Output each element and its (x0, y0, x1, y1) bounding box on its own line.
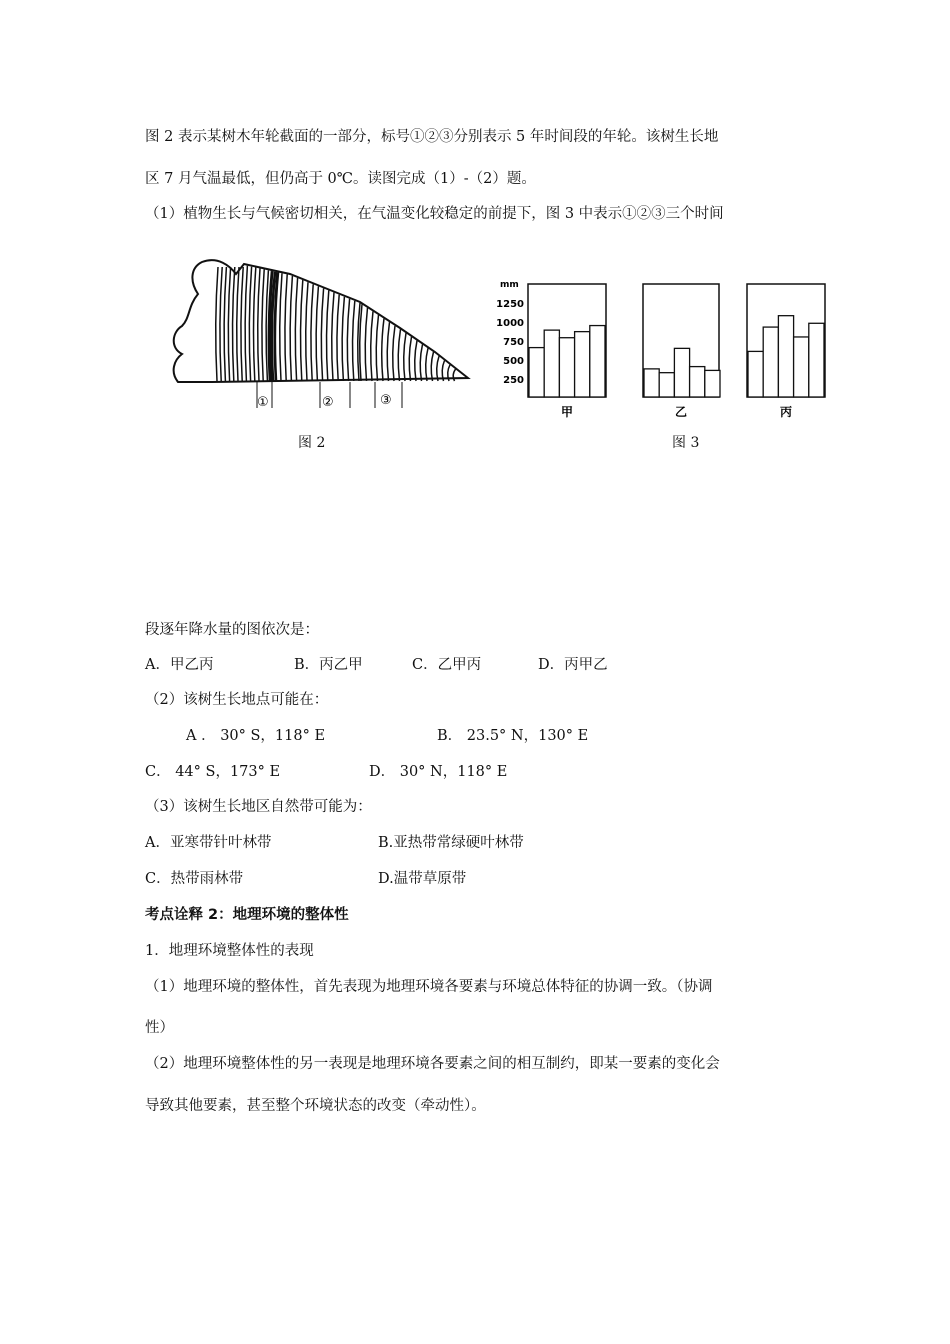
y-tick-250: 250 (503, 375, 524, 386)
y-tick-750: 750 (503, 337, 524, 348)
section-heading: 考点诠释 2：地理环境的整体性 (145, 907, 349, 923)
precip-bar (778, 316, 793, 397)
q2-option-c: C． 44° S，173° E (145, 764, 281, 780)
q2-option-a: A ． 30° S，118° E (186, 728, 326, 744)
precip-bar (644, 369, 659, 397)
y-axis-unit: mm (500, 280, 519, 290)
precip-bar (763, 327, 778, 397)
q2-option-d: D． 30° N，118° E (369, 764, 508, 780)
question-2-stem: （2）该树生长地点可能在： (145, 692, 329, 708)
figure-3-bar-charts (495, 276, 835, 426)
precip-bar (529, 348, 544, 397)
precip-bar (559, 338, 574, 397)
ring-label-1: ① (257, 395, 269, 410)
q1-option-a: A．甲乙丙 (145, 657, 214, 673)
question-1-continued: 段逐年降水量的图依次是： (145, 622, 319, 638)
precip-bar (659, 373, 674, 397)
y-tick-1250: 1250 (496, 299, 524, 310)
question-3-stem: （3）该树生长地区自然带可能为： (145, 799, 372, 815)
precip-bar (590, 326, 605, 397)
y-tick-500: 500 (503, 356, 524, 367)
precip-bar (748, 351, 763, 397)
ring-label-3: ③ (380, 393, 392, 408)
q3-option-d: D.温带草原带 (378, 871, 467, 887)
q2-option-b: B． 23.5° N，130° E (437, 728, 589, 744)
paragraph-line: 图 2 表示某树木年轮截面的一部分，标号①②③分别表示 5 年时间段的年轮。该树生长地 (145, 129, 719, 145)
section-item-1: 1．地理环境整体性的表现 (145, 943, 314, 959)
precip-bar (809, 323, 824, 397)
question-1-stem: （1）植物生长与气候密切相关，在气温变化较稳定的前提下，图 3 中表示①②③三个时间 (145, 206, 724, 222)
precip-bar (690, 367, 705, 397)
figure-2-caption: 图 2 (298, 435, 326, 451)
paragraph-line: 区 7 月气温最低，但仍高于 0℃。读图完成（1）-（2）题。 (145, 171, 536, 187)
panel-label-bing: 丙 (779, 405, 793, 419)
q1-option-b: B．丙乙甲 (294, 657, 363, 673)
precip-bar (544, 330, 559, 397)
q1-option-c: C．乙甲丙 (412, 657, 482, 673)
q3-option-a: A．亚寒带针叶林带 (145, 835, 272, 851)
precip-bar (794, 337, 809, 397)
ring-label-2: ② (322, 395, 334, 410)
figure-2-tree-rings (160, 252, 480, 417)
panel-label-yi: 乙 (674, 405, 688, 419)
paragraph-line: 性） (145, 1020, 174, 1036)
q3-option-c: C．热带雨林带 (145, 871, 244, 887)
paragraph-line: （1）地理环境的整体性，首先表现为地理环境各要素与环境总体特征的协调一致。（协调 (145, 979, 713, 995)
paragraph-line: （2）地理环境整体性的另一表现是地理环境各要素之间的相互制约，即某一要素的变化会 (145, 1056, 720, 1072)
paragraph-line: 导致其他要素，甚至整个环境状态的改变（牵动性）。 (145, 1098, 486, 1114)
precip-bar (705, 370, 720, 397)
figure-3-caption: 图 3 (672, 435, 700, 451)
q1-option-d: D．丙甲乙 (538, 657, 608, 673)
panel-label-jia: 甲 (560, 405, 574, 419)
precip-bar (575, 332, 590, 397)
precip-bar (674, 348, 689, 397)
q3-option-b: B.亚热带常绿硬叶林带 (378, 835, 524, 851)
y-tick-1000: 1000 (496, 318, 524, 329)
